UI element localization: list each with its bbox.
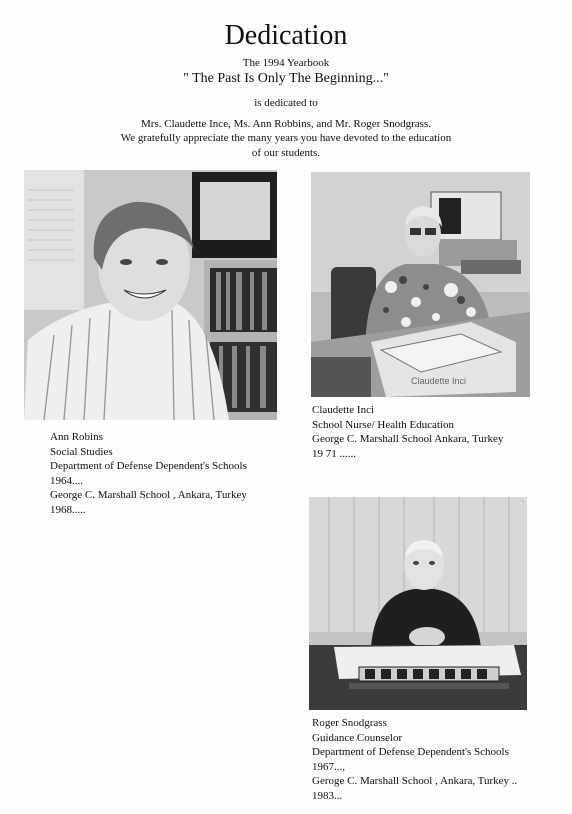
sign-label: Claudette Inci [411,376,467,386]
dedicated-line: is dedicated to [254,97,318,109]
caption-subject: Guidance Counselor [312,731,403,744]
caption-line: 19 71 ...... [312,447,356,460]
appreciation-line-2: of our students. [251,147,321,159]
caption-subject: Social Studies [50,445,113,458]
caption-line: George C. Marshall School , Ankara, Turkey [50,489,247,501]
caption-line: 1968..... [50,503,86,516]
names-line: Mrs. Claudette Ince, Ms. Ann Robbins, and Mr. Roger Snodgrass. [141,118,431,130]
caption-name: Ann Robins [50,431,103,443]
caption-roger-snodgrass [312,716,517,803]
photo-roger-snodgrass [309,497,527,710]
caption-ann-robins [50,430,247,517]
photo-claudette-inci-image [311,172,530,397]
yearbook-line: The 1994 Yearbook [242,57,330,69]
caption-claudette-inci [312,403,503,461]
caption-name: Claudette Inci [312,404,375,416]
caption-line: 1967..., [312,760,345,773]
caption-name: Roger Snodgrass [312,717,387,729]
caption-line: Department of Defense Dependent's Schools [50,460,247,472]
caption-line: 1983... [312,789,343,802]
photo-claudette-inci [311,172,530,397]
photo-roger-snodgrass-image [309,497,527,710]
photo-ann-robins-image [24,170,277,420]
caption-line: Department of Defense Dependent's Schools [312,746,509,758]
theme-line: " The Past Is Only The Beginning..." [183,71,389,86]
caption-line: George C. Marshall School Ankara, Turkey [312,433,504,445]
caption-line: Geroge C. Marshall School , Ankara, Turkey .. [312,775,518,787]
page-title: Dedication [224,20,348,51]
appreciation-line: We gratefully appreciate the many years you have devoted to the education [120,132,452,144]
photo-ann-robins [24,170,277,420]
caption-line: 1964.... [50,474,83,487]
caption-subject: School Nurse/ Health Education [312,418,455,431]
